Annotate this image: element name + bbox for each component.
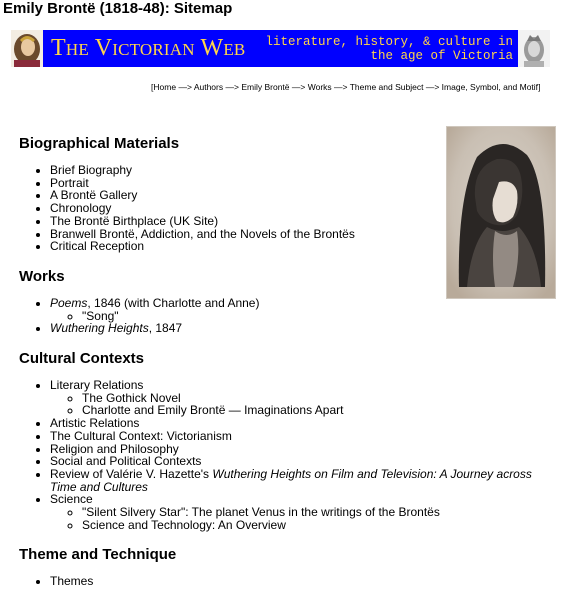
- works-list: [19, 297, 549, 335]
- cultural-contexts-heading: Cultural Contexts: [19, 350, 145, 368]
- breadcrumb-works-link[interactable]: Works: [307, 82, 332, 92]
- theme-technique-section: [19, 546, 549, 588]
- social-political-link[interactable]: Social and Political Contexts: [50, 454, 202, 469]
- breadcrumb-emily-bronte-link[interactable]: Emily Brontë: [241, 82, 290, 92]
- victorian-web-banner[interactable]: [11, 30, 550, 67]
- theme-technique-heading: Theme and Technique: [19, 546, 177, 564]
- list-item: [50, 468, 549, 493]
- theme-technique-list: [19, 575, 549, 588]
- science-link[interactable]: Science: [50, 492, 93, 507]
- charlotte-emily-link[interactable]: Charlotte and Emily Brontë — Imaginations Apart: [82, 403, 344, 418]
- wuthering-heights-link[interactable]: [50, 321, 182, 335]
- list-item: [82, 404, 549, 417]
- breadcrumb: [Home —> Authors —> Emily Brontë —> Works —> Theme and Subject —> Image, Symbol, and Motif]: [151, 82, 541, 92]
- bronte-birthplace-link[interactable]: The Brontë Birthplace (UK Site): [50, 213, 219, 228]
- works-section: [19, 268, 549, 335]
- list-item: [50, 379, 549, 417]
- breadcrumb-image-symbol-motif-link[interactable]: Image, Symbol, and Motif: [441, 82, 539, 92]
- branwell-bronte-link[interactable]: Branwell Brontë, Addiction, and the Novels of the Brontës: [50, 226, 355, 241]
- list-item: [50, 493, 549, 531]
- sitemap-content: [19, 126, 549, 588]
- song-link[interactable]: "Song": [82, 308, 119, 323]
- gothick-novel-link[interactable]: The Gothick Novel: [82, 390, 181, 405]
- poems-title: Poems: [50, 295, 88, 310]
- list-item: [50, 189, 549, 202]
- list-item: [50, 164, 549, 177]
- list-item: [50, 297, 549, 322]
- breadcrumb-separator: —>: [178, 82, 192, 92]
- brief-biography-link[interactable]: Brief Biography: [50, 163, 133, 177]
- poems-details: , 1846 (with Charlotte and Anne): [87, 295, 260, 310]
- hazette-review-link[interactable]: [50, 467, 532, 494]
- literary-relations-sublist: [50, 392, 549, 417]
- biographical-section: [19, 135, 549, 253]
- breadcrumb-separator: —>: [291, 82, 306, 92]
- breadcrumb-separator: —>: [425, 82, 440, 92]
- wuthering-heights-title: Wuthering Heights: [50, 321, 149, 336]
- queen-portrait-left-icon: [11, 30, 43, 67]
- breadcrumb-separator: —>: [225, 82, 239, 92]
- religion-philosophy-link[interactable]: Religion and Philosophy: [50, 441, 179, 456]
- wuthering-heights-details: , 1847: [148, 321, 183, 336]
- queen-portrait-right-icon: [518, 30, 550, 67]
- science-technology-link[interactable]: Science and Technology: An Overview: [82, 517, 286, 532]
- victorianism-link[interactable]: The Cultural Context: Victorianism: [50, 428, 232, 443]
- review-book-title: Wuthering Heights on Film and Television: A Journey across Time and Cultures: [50, 466, 532, 494]
- list-item: [50, 322, 549, 335]
- breadcrumb-home-link[interactable]: Home: [153, 82, 177, 92]
- list-item: [50, 575, 549, 588]
- bronte-gallery-link[interactable]: A Brontë Gallery: [50, 188, 138, 203]
- portrait-link[interactable]: Portrait: [50, 175, 89, 190]
- chronology-link[interactable]: Chronology: [50, 201, 112, 216]
- banner-logo: The Victorian Web: [51, 35, 246, 61]
- biographical-list: [19, 164, 549, 253]
- silent-silvery-star-link[interactable]: "Silent Silvery Star": The planet Venus in the writings of the Brontës: [82, 505, 440, 520]
- banner-tagline: literature, history, & culture in the age of Victoria: [265, 35, 513, 63]
- breadcrumb-theme-subject-link[interactable]: Theme and Subject: [349, 82, 424, 92]
- works-heading: Works: [19, 267, 65, 285]
- breadcrumb-separator: —>: [334, 82, 348, 92]
- artistic-relations-link[interactable]: Artistic Relations: [50, 416, 140, 431]
- literary-relations-link[interactable]: Literary Relations: [50, 378, 144, 393]
- science-sublist: [50, 506, 549, 531]
- page-title: Emily Brontë (1818-48): Sitemap: [3, 0, 233, 17]
- list-item: [82, 519, 549, 532]
- themes-link[interactable]: Themes: [50, 574, 94, 589]
- biographical-heading: Biographical Materials: [19, 135, 180, 152]
- list-item: [50, 240, 549, 253]
- review-prefix: Review of Valérie V. Hazette's: [50, 466, 213, 481]
- breadcrumb-authors-link[interactable]: Authors: [193, 82, 224, 92]
- cultural-contexts-list: [19, 379, 549, 531]
- critical-reception-link[interactable]: Critical Reception: [50, 239, 145, 254]
- cultural-contexts-section: [19, 350, 549, 531]
